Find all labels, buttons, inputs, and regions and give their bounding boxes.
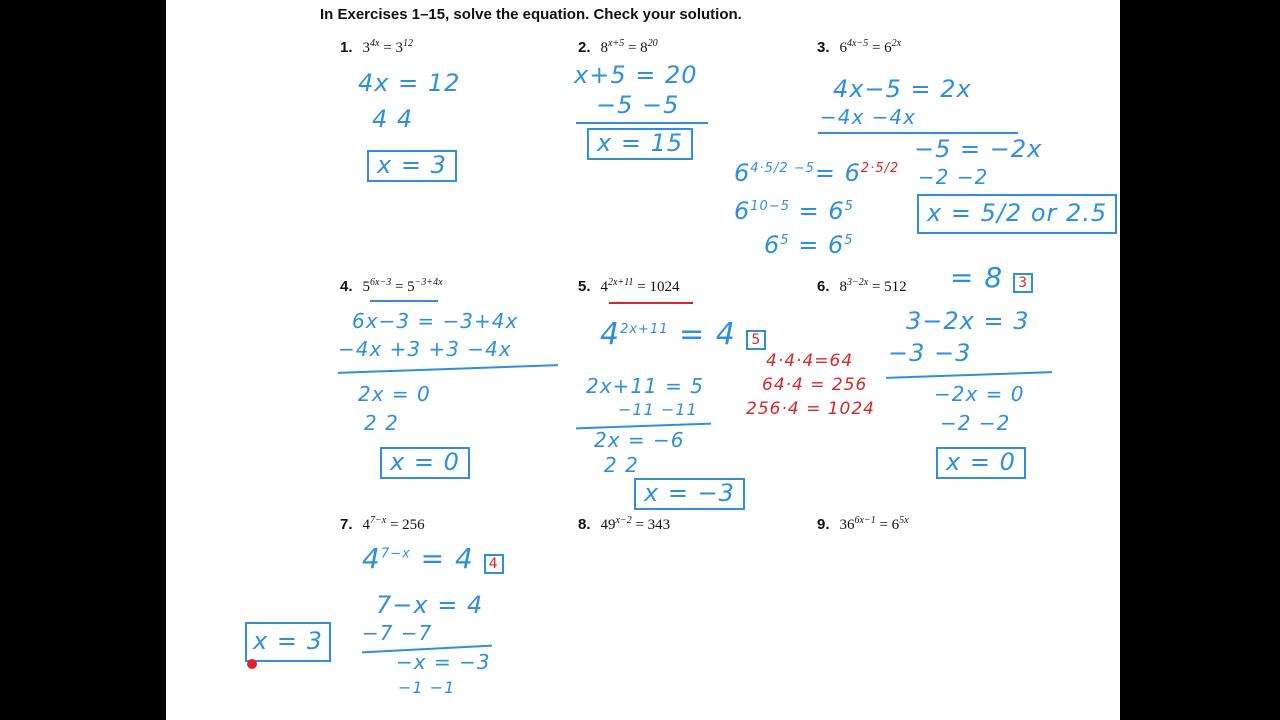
hw-answer-box: x = 5/2 or 2.5 — [917, 194, 1117, 234]
hw-exp: 7−x — [380, 546, 411, 562]
equals: = — [383, 40, 392, 56]
hw-step: 2x+11 = 5 — [586, 374, 704, 398]
base: 8 — [600, 40, 609, 56]
hw-text: = 4 — [679, 317, 736, 352]
problem-number: 7. — [340, 516, 353, 533]
equals: = — [871, 40, 881, 56]
hw-step: 6x−3 = −3+4x — [352, 309, 519, 333]
problem-number: 9. — [817, 516, 830, 533]
hw-text: 6 — [734, 197, 751, 225]
base: 5 — [362, 279, 371, 295]
hw-exp: 4·5/2 −5 — [750, 161, 815, 176]
problem-number: 3. — [817, 39, 830, 56]
exponent: 2x — [891, 38, 902, 49]
problem-1 — [340, 38, 413, 57]
exponent: 20 — [647, 38, 658, 49]
hw-answer-box: x = −3 — [634, 478, 745, 510]
hw-step: 4 4 — [372, 105, 414, 133]
pointer-dot — [247, 659, 257, 669]
hw-underline — [886, 371, 1052, 379]
hw-step: 3−2x = 3 — [906, 307, 1030, 335]
hw-step: 2 2 — [364, 411, 399, 435]
hw-text: 4 — [600, 317, 621, 352]
hw-exp: 5 — [844, 199, 854, 214]
base: 343 — [647, 517, 671, 533]
hw-exp: 5 — [844, 233, 854, 248]
exponent: 6x−3 — [370, 277, 392, 288]
problem-number: 2. — [578, 39, 591, 56]
problem-number: 6. — [817, 278, 830, 295]
hw-answer-box: x = 15 — [587, 128, 693, 160]
hw-exp-box: 4 — [484, 554, 504, 574]
base: 512 — [884, 279, 907, 295]
equals: = — [635, 517, 644, 533]
hw-text: 6 — [764, 231, 781, 259]
problem-8 — [578, 515, 670, 534]
worksheet-page — [166, 0, 1120, 720]
hw-step: −x = −3 — [396, 650, 491, 674]
hw-check — [734, 198, 854, 226]
problem-number: 8. — [578, 516, 591, 533]
hw-check — [764, 232, 854, 260]
hw-text: = 8 — [950, 261, 1004, 294]
hw-red-note: 64·4 = 256 — [762, 375, 868, 395]
hw-bracket — [609, 302, 693, 304]
base: 5 — [407, 279, 415, 295]
hw-step: 2x = −6 — [594, 428, 685, 452]
base: 4 — [600, 279, 609, 295]
exponent: 7−x — [370, 515, 387, 526]
exponent: 2x+11 — [608, 277, 634, 288]
problem-5 — [578, 277, 679, 296]
base: 256 — [402, 517, 425, 533]
hw-exp: 2·5/2 — [860, 161, 900, 176]
base: 6 — [839, 40, 848, 56]
hw-step: −1 −1 — [398, 678, 456, 697]
hw-answer-box: x = 0 — [380, 447, 470, 479]
hw-step: −3 −3 — [888, 339, 972, 367]
hw-step: −11 −11 — [618, 400, 698, 419]
exponent: 4x — [370, 38, 380, 49]
hw-step: x+5 = 20 — [574, 61, 698, 89]
equals: = — [871, 279, 881, 295]
exponent: 12 — [402, 38, 413, 49]
hw-red-note: 256·4 = 1024 — [746, 399, 875, 419]
base: 6 — [891, 517, 900, 533]
hw-step: −5 = −2x — [914, 135, 1043, 163]
hw-step: −4x −4x — [820, 105, 916, 129]
hw-bracket — [370, 300, 438, 302]
hw-exp: 2x+11 — [620, 322, 669, 337]
exponent: x−2 — [615, 515, 632, 526]
hw-step: −4x +3 +3 −4x — [338, 337, 512, 361]
hw-step: −2x = 0 — [934, 382, 1025, 406]
hw-text: = 6 — [798, 231, 845, 259]
hw-text: = 4 — [420, 542, 474, 575]
equals: = — [389, 517, 399, 533]
base: 1024 — [649, 279, 680, 295]
equals: = — [627, 40, 637, 56]
base: 36 — [839, 517, 855, 533]
problem-number: 4. — [340, 278, 353, 295]
hw-step — [362, 543, 504, 575]
hw-exp-box: 5 — [746, 330, 766, 350]
exponent: 3−2x — [847, 277, 869, 288]
hw-exp-box: 3 — [1013, 273, 1033, 293]
hw-answer-box: x = 3 — [245, 622, 331, 662]
equals: = — [879, 517, 888, 533]
hw-step — [950, 262, 1033, 294]
problem-2 — [578, 38, 658, 57]
hw-text: = 6 — [798, 197, 845, 225]
problem-6 — [817, 277, 907, 296]
hw-exp: 5 — [780, 233, 790, 248]
hw-text: 4 — [362, 542, 381, 575]
exponent: 5x — [899, 515, 909, 526]
problem-9 — [817, 515, 909, 534]
equals: = — [637, 279, 646, 295]
hw-text: = 6 — [814, 159, 861, 187]
hw-step: 2x = 0 — [358, 382, 431, 406]
base: 3 — [395, 40, 403, 56]
base: 8 — [640, 40, 648, 56]
problem-number: 1. — [340, 39, 353, 56]
hw-underline — [576, 122, 708, 124]
hw-step: −2 −2 — [940, 411, 1011, 435]
exponent: 6x−1 — [854, 515, 876, 526]
hw-step: −7 −7 — [362, 621, 433, 645]
hw-step — [600, 318, 766, 353]
problem-number: 5. — [578, 278, 591, 295]
hw-exp: 10−5 — [750, 199, 790, 214]
hw-answer-box: x = 3 — [367, 150, 457, 182]
hw-step: 7−x = 4 — [376, 591, 484, 619]
hw-step: −5 −5 — [596, 91, 680, 119]
hw-step: −2 −2 — [918, 165, 989, 189]
hw-step: 2 2 — [604, 453, 639, 477]
base: 4 — [362, 517, 371, 533]
hw-red-note: 4·4·4=64 — [766, 351, 854, 371]
hw-step: 4x = 12 — [358, 69, 461, 97]
exponent: 4x−5 — [847, 38, 869, 49]
hw-text: 6 — [734, 159, 751, 187]
base: 8 — [839, 279, 848, 295]
exponent: x+5 — [608, 38, 625, 49]
base: 3 — [362, 40, 371, 56]
hw-step: 4x−5 = 2x — [833, 75, 972, 103]
problem-4 — [340, 277, 443, 296]
hw-underline — [338, 364, 558, 374]
exponent: −3+4x — [414, 277, 443, 288]
hw-check — [734, 160, 899, 188]
hw-answer-box: x = 0 — [936, 447, 1026, 479]
problem-7 — [340, 515, 425, 534]
problem-3 — [817, 38, 901, 57]
base: 49 — [600, 517, 616, 533]
hw-underline — [818, 132, 1018, 134]
equals: = — [394, 279, 404, 295]
instructions-heading: In Exercises 1–15, solve the equation. Check your solution. — [320, 6, 742, 23]
base: 6 — [884, 40, 892, 56]
